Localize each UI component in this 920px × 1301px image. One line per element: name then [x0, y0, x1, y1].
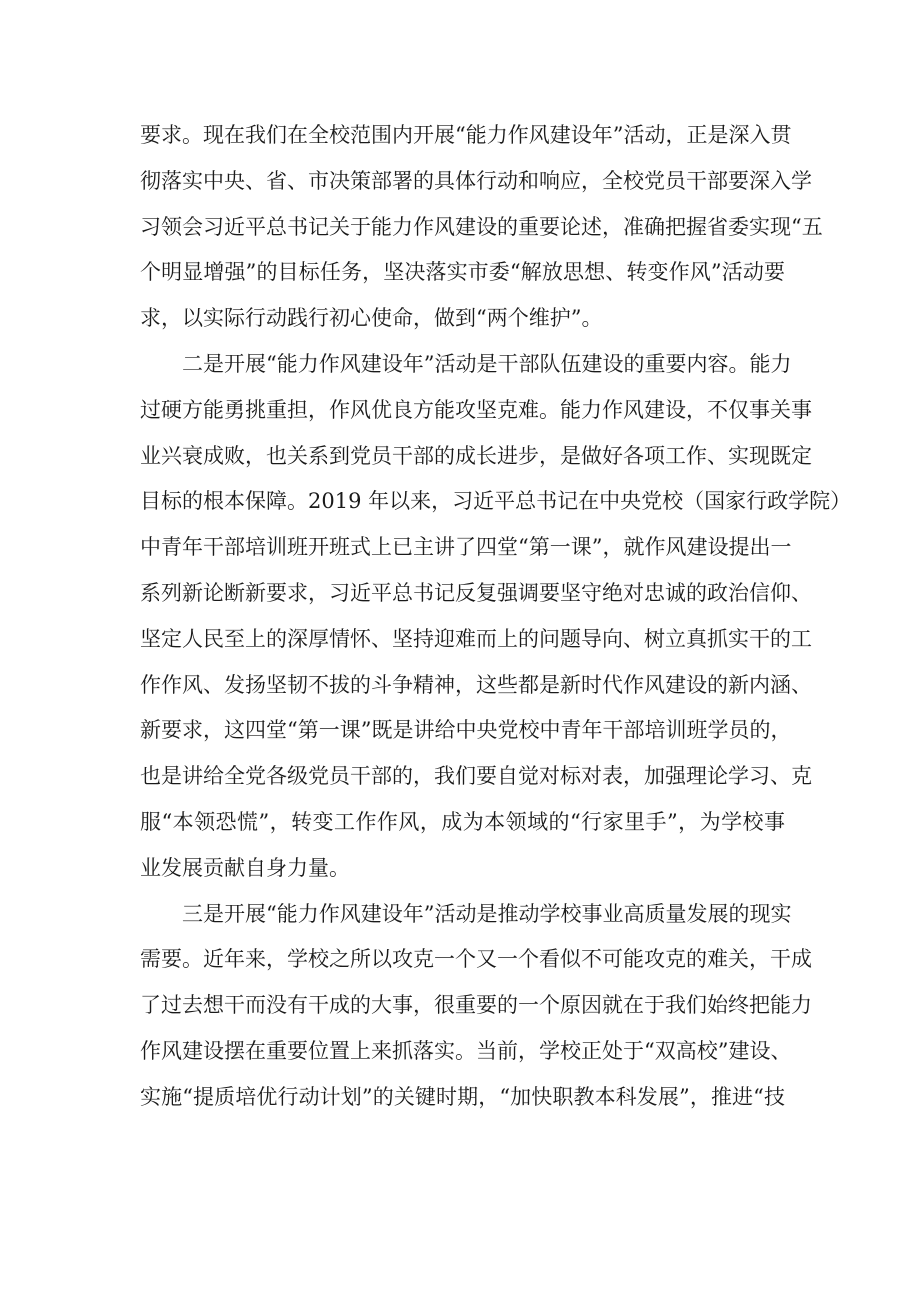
text-line: 坚定人民至上的深厚情怀、坚持迎难而上的问题导向、树立真抓实干的工	[140, 626, 812, 651]
text-line: 也是讲给全党各级党员干部的，我们要自觉对标对表，加强理论学习、克	[140, 764, 812, 789]
text-line: 服“本领恐慌”，转变工作作风，成为本领域的“行家里手”，为学校事	[140, 809, 785, 834]
text-line: 过硬方能勇挑重担，作风优良方能攻坚克难。能力作风建设，不仅事关事	[140, 397, 812, 422]
paragraph	[140, 113, 823, 342]
text-line: 三是开展“能力作风建设年”活动是推动学校事业高质量发展的现实	[140, 901, 792, 926]
text-line: 业发展贡献自身力量。	[140, 855, 350, 880]
text-line: 作作风、发扬坚韧不拔的斗争精神，这些都是新时代作风建设的新内涵、	[140, 672, 812, 697]
paragraph	[140, 892, 812, 1121]
text-line: 个明显增强”的目标任务，坚决落实市委“解放思想、转变作风”活动要	[140, 260, 785, 285]
text-line: 习领会习近平总书记关于能力作风建设的重要论述，准确把握省委实现“五	[140, 214, 823, 239]
text-line: 求，以实际行动践行初心使命，做到“两个维护”。	[140, 306, 603, 331]
text-line: 需要。近年来，学校之所以攻克一个又一个看似不可能攻克的难关，干成	[140, 947, 812, 972]
text-line: 实施“提质培优行动计划”的关键时期，“加快职教本科发展”，推进“技	[140, 1084, 785, 1109]
text-line: 作风建设摆在重要位置上来抓落实。当前，学校正处于“双高校”建设、	[140, 1038, 792, 1063]
text-line: 彻落实中央、省、市决策部署的具体行动和响应，全校党员干部要深入学	[140, 168, 812, 193]
text-line: 要求。现在我们在全校范围内开展“能力作风建设年”活动，正是深入贯	[140, 123, 792, 147]
text-line: 了过去想干而没有干成的大事，很重要的一个原因就在于我们始终把能力	[140, 993, 812, 1018]
text-line: 系列新论断新要求，习近平总书记反复强调要坚守绝对忠诚的政治信仰、	[140, 580, 812, 605]
text-line: 新要求，这四堂“第一课”既是讲给中央党校中青年干部培训班学员的，	[140, 718, 792, 743]
text-line: 业兴衰成败，也关系到党员干部的成长进步，是做好各项工作、实现既定	[140, 443, 812, 468]
text-line: 二是开展“能力作风建设年”活动是干部队伍建设的重要内容。能力	[140, 351, 792, 376]
document-body	[140, 113, 852, 1121]
text-line: 中青年干部培训班开班式上已主讲了四堂“第一课”，就作风建设提出一	[140, 535, 792, 560]
text-line: 目标的根本保障。2019 年以来，习近平总书记在中央党校（国家行政学院）	[140, 489, 852, 514]
paragraph	[140, 342, 852, 892]
